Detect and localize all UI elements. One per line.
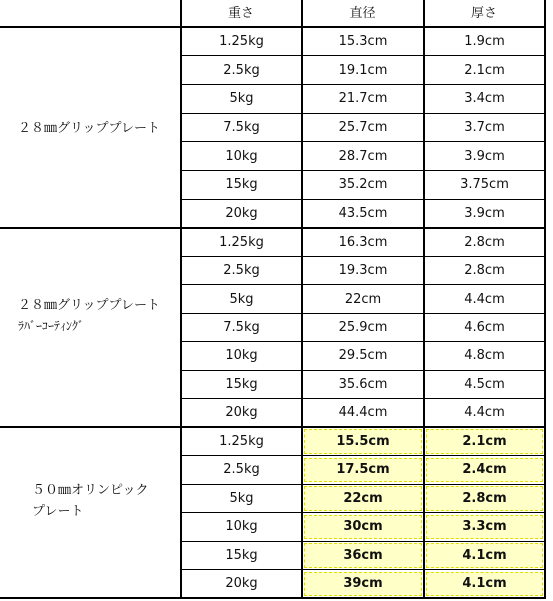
cell-diameter: 29.5cm	[338, 348, 388, 364]
row-divider	[181, 55, 546, 56]
group-label-line: ２８㎜グリッププレート	[18, 298, 160, 313]
cell-weight: 1.25kg	[219, 33, 264, 49]
cell-diameter: 22cm	[343, 490, 383, 506]
row-divider	[181, 398, 546, 399]
column-divider	[423, 0, 425, 599]
cell-weight: 5kg	[229, 490, 254, 506]
group-label	[32, 480, 148, 522]
table-bottom-border	[0, 597, 546, 599]
group-label	[18, 295, 160, 337]
cell-thickness: 2.8cm	[464, 234, 505, 250]
cell-thickness: 4.1cm	[462, 547, 507, 563]
row-divider	[181, 313, 546, 314]
cell-thickness: 3.75cm	[460, 177, 509, 193]
cell-weight: 1.25kg	[219, 433, 264, 449]
cell-diameter: 35.6cm	[338, 376, 388, 392]
cell-diameter: 21.7cm	[338, 91, 388, 107]
cell-thickness: 4.4cm	[464, 405, 505, 421]
cell-diameter: 16.3cm	[338, 234, 388, 250]
cell-thickness: 2.1cm	[462, 433, 507, 449]
row-divider	[181, 341, 546, 342]
cell-thickness: 2.1cm	[464, 62, 505, 78]
column-divider	[180, 0, 182, 599]
cell-diameter: 19.3cm	[338, 263, 388, 279]
row-divider	[181, 141, 546, 142]
cell-weight: 2.5kg	[223, 462, 260, 478]
cell-weight: 15kg	[225, 547, 258, 563]
cell-thickness: 3.3cm	[462, 519, 507, 535]
cell-diameter: 19.1cm	[338, 62, 388, 78]
cell-weight: 5kg	[229, 91, 254, 107]
cell-weight: 7.5kg	[223, 319, 260, 335]
group-divider	[0, 227, 546, 229]
cell-weight: 5kg	[229, 291, 254, 307]
cell-weight: 20kg	[225, 576, 258, 592]
cell-thickness: 3.9cm	[464, 206, 505, 222]
cell-diameter: 44.4cm	[338, 405, 388, 421]
cell-weight: 10kg	[225, 519, 258, 535]
column-divider	[301, 0, 303, 599]
cell-thickness: 2.8cm	[462, 490, 507, 506]
cell-diameter: 15.3cm	[338, 33, 388, 49]
row-divider	[181, 284, 546, 285]
cell-thickness: 4.6cm	[464, 319, 505, 335]
cell-diameter: 25.9cm	[338, 319, 388, 335]
cell-diameter: 30cm	[343, 519, 383, 535]
cell-weight: 2.5kg	[223, 62, 260, 78]
cell-weight: 15kg	[225, 177, 258, 193]
cell-thickness: 2.4cm	[462, 462, 507, 478]
cell-diameter: 15.5cm	[336, 433, 390, 449]
row-divider	[181, 199, 546, 200]
header-thickness: 厚さ	[470, 6, 497, 21]
cell-weight: 2.5kg	[223, 263, 260, 279]
group-label	[18, 118, 160, 139]
group-label-line: ２８㎜グリッププレート	[18, 121, 160, 136]
row-divider	[181, 256, 546, 257]
group-label-line: プレート	[32, 504, 84, 519]
row-divider	[181, 484, 546, 485]
cell-weight: 7.5kg	[223, 119, 260, 135]
cell-thickness: 1.9cm	[464, 33, 505, 49]
header-weight: 重さ	[227, 6, 254, 21]
column-divider	[544, 0, 546, 599]
cell-diameter: 17.5cm	[336, 462, 390, 478]
row-divider	[181, 541, 546, 542]
group-label-line: ﾗﾊﾞｰｺｰﾃｨﾝｸﾞ	[18, 319, 85, 333]
cell-diameter: 39cm	[343, 576, 383, 592]
cell-diameter: 43.5cm	[338, 206, 388, 222]
cell-weight: 20kg	[225, 206, 258, 222]
cell-diameter: 25.7cm	[338, 119, 388, 135]
row-divider	[181, 170, 546, 171]
cell-thickness: 2.8cm	[464, 263, 505, 279]
cell-diameter: 22cm	[344, 291, 382, 307]
group-divider	[0, 26, 546, 28]
group-divider	[0, 426, 546, 428]
row-divider	[181, 455, 546, 456]
cell-diameter: 36cm	[343, 547, 383, 563]
cell-weight: 15kg	[225, 376, 258, 392]
cell-diameter: 28.7cm	[338, 148, 388, 164]
row-divider	[181, 512, 546, 513]
cell-thickness: 4.1cm	[462, 576, 507, 592]
cell-thickness: 4.5cm	[464, 376, 505, 392]
cell-weight: 1.25kg	[219, 234, 264, 250]
group-label-line: ５０㎜オリンピック	[32, 483, 149, 498]
row-divider	[181, 370, 546, 371]
cell-weight: 10kg	[225, 148, 258, 164]
cell-weight: 10kg	[225, 348, 258, 364]
row-divider	[181, 84, 546, 85]
row-divider	[181, 569, 546, 570]
cell-diameter: 35.2cm	[338, 177, 388, 193]
row-divider	[181, 113, 546, 114]
cell-thickness: 3.4cm	[464, 91, 505, 107]
cell-weight: 20kg	[225, 405, 258, 421]
cell-thickness: 4.4cm	[464, 291, 505, 307]
cell-thickness: 3.9cm	[464, 148, 505, 164]
cell-thickness: 4.8cm	[464, 348, 505, 364]
header-diameter: 直径	[349, 6, 376, 21]
cell-thickness: 3.7cm	[464, 119, 505, 135]
